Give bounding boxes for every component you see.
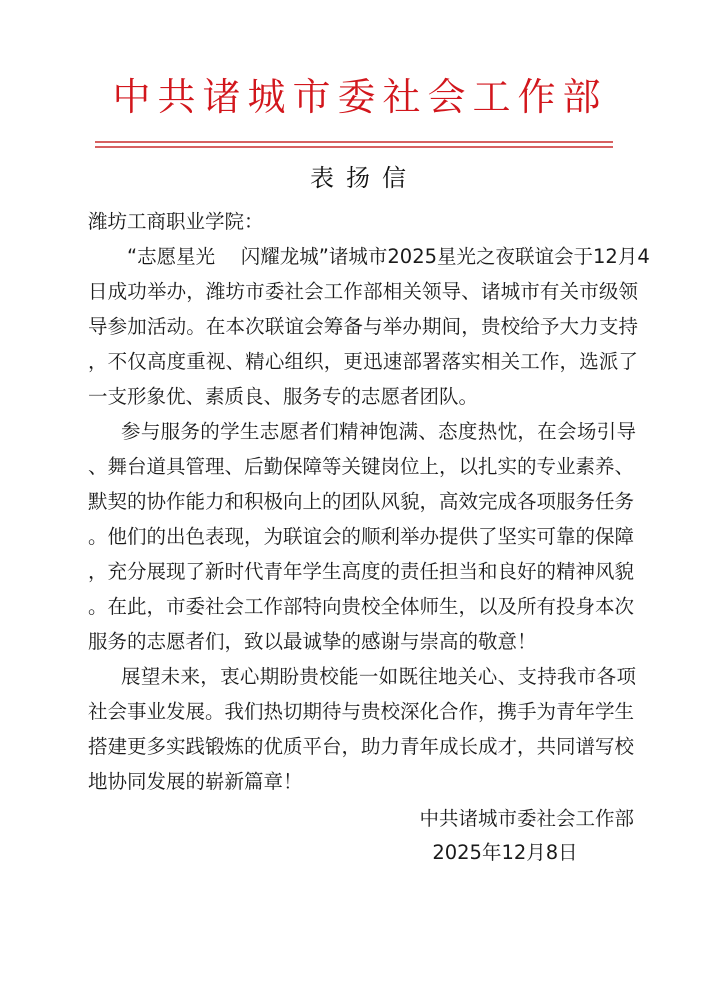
issuing-organization-header: 中共诸城市委社会工作部	[112, 75, 608, 119]
body-line: 。在此，市委社会工作部特向贵校全体师生，以及所有投身本次	[88, 595, 635, 618]
body-line: 默契的协作能力和积极向上的团队风貌，高效完成各项服务任务	[88, 490, 635, 513]
body-line: 一支形象优、素质良、服务专的志愿者团队。	[88, 385, 479, 408]
body-line: 、舞台道具管理、后勤保障等关键岗位上，以扎实的专业素养、	[88, 455, 635, 478]
body-line: 服务的志愿者们，致以最诚挚的感谢与崇高的敬意！	[88, 630, 537, 653]
body-line: ，不仅高度重视、精心组织，更迅速部署落实相关工作，选派了	[88, 350, 638, 373]
signature-organization: 中共诸城市委社会工作部	[419, 807, 634, 830]
body-line: 。他们的出色表现，为联谊会的顺利举办提供了坚实可靠的保障	[88, 525, 635, 548]
body-line: 社会事业发展。我们热切期待与贵校深化合作，携手为青年学生	[88, 700, 635, 723]
header-divider-bottom	[95, 146, 613, 148]
body-line: 参与服务的学生志愿者们精神饱满、态度热忱，在会场引导	[121, 420, 636, 443]
body-line: 导参加活动。在本次联谊会筹备与举办期间，贵校给予大力支持	[88, 315, 638, 338]
body-line: 日成功举办，潍坊市委社会工作部相关领导、诸城市有关市级领	[88, 280, 638, 303]
header-divider-top	[95, 141, 613, 143]
document-title: 表扬信	[310, 164, 418, 192]
body-line: ，充分展现了新时代青年学生高度的责任担当和良好的精神风貌	[88, 560, 635, 583]
body-line: 地协同发展的崭新篇章！	[88, 770, 303, 793]
body-line: “志愿星光 闪耀龙城”诸城市2025星光之夜联谊会于12月4	[127, 245, 650, 268]
signature-date: 2025年12月8日	[432, 841, 578, 864]
body-line: 搭建更多实践锻炼的优质平台，助力青年成长成才，共同谱写校	[88, 735, 635, 758]
salutation: 潍坊工商职业学院：	[88, 210, 264, 233]
body-line: 展望未来，衷心期盼贵校能一如既往地关心、支持我市各项	[121, 665, 636, 688]
